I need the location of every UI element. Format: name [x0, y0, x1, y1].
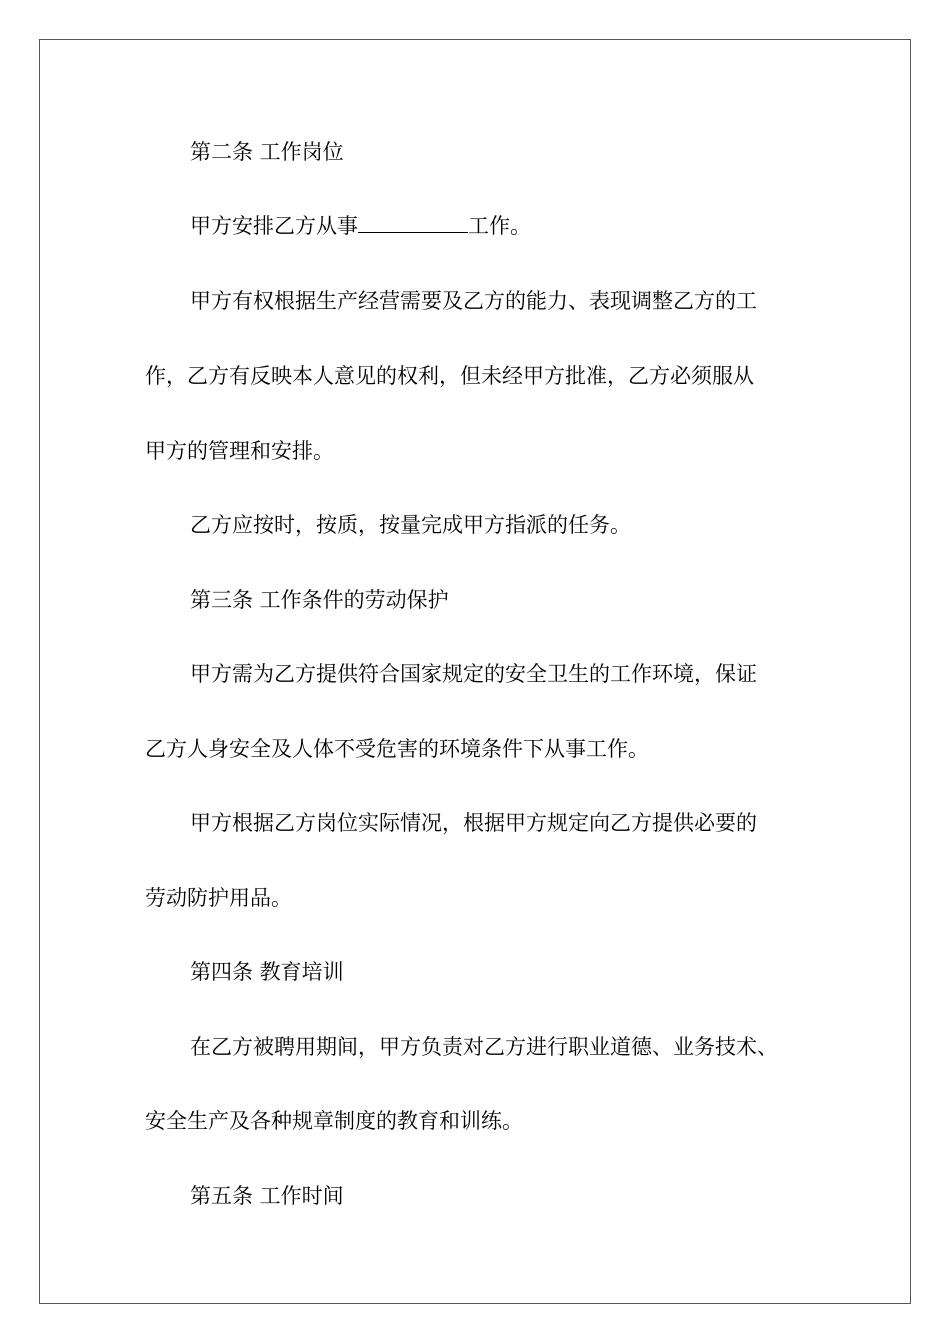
article-2-clause-2-line-2: 作，乙方有反映本人意见的权利，但未经甲方批准，乙方必须服从: [145, 364, 754, 388]
clause-1-text-start: 甲方安排乙方从事: [190, 214, 358, 238]
article-4-heading: 第四条 教育培训: [190, 960, 344, 984]
article-4-clause-line-2: 安全生产及各种规章制度的教育和训练。: [145, 1109, 523, 1133]
article-3-clause-2-line-2: 劳动防护用品。: [145, 886, 292, 910]
article-2-heading: 第二条 工作岗位: [190, 140, 344, 164]
article-5-heading: 第五条 工作时间: [190, 1184, 344, 1208]
job-blank-field[interactable]: [358, 212, 468, 233]
article-3-clause-1-line-1: 甲方需为乙方提供符合国家规定的安全卫生的工作环境，保证: [190, 662, 757, 686]
article-3-heading: 第三条 工作条件的劳动保护: [190, 588, 449, 612]
article-3-clause-2-line-1: 甲方根据乙方岗位实际情况，根据甲方规定向乙方提供必要的: [190, 811, 757, 835]
article-3-clause-1-line-2: 乙方人身安全及人体不受危害的环境条件下从事工作。: [145, 737, 649, 761]
article-2-clause-2-line-1: 甲方有权根据生产经营需要及乙方的能力、表现调整乙方的工: [190, 289, 757, 313]
article-2-clause-2-line-3: 甲方的管理和安排。: [145, 439, 334, 463]
article-2-clause-3: 乙方应按时，按质，按量完成甲方指派的任务。: [190, 513, 631, 537]
article-4-clause-line-1: 在乙方被聘用期间，甲方负责对乙方进行职业道德、业务技术、: [190, 1035, 778, 1059]
clause-1-text-end: 工作。: [468, 214, 531, 238]
article-2-clause-1: [190, 212, 815, 240]
